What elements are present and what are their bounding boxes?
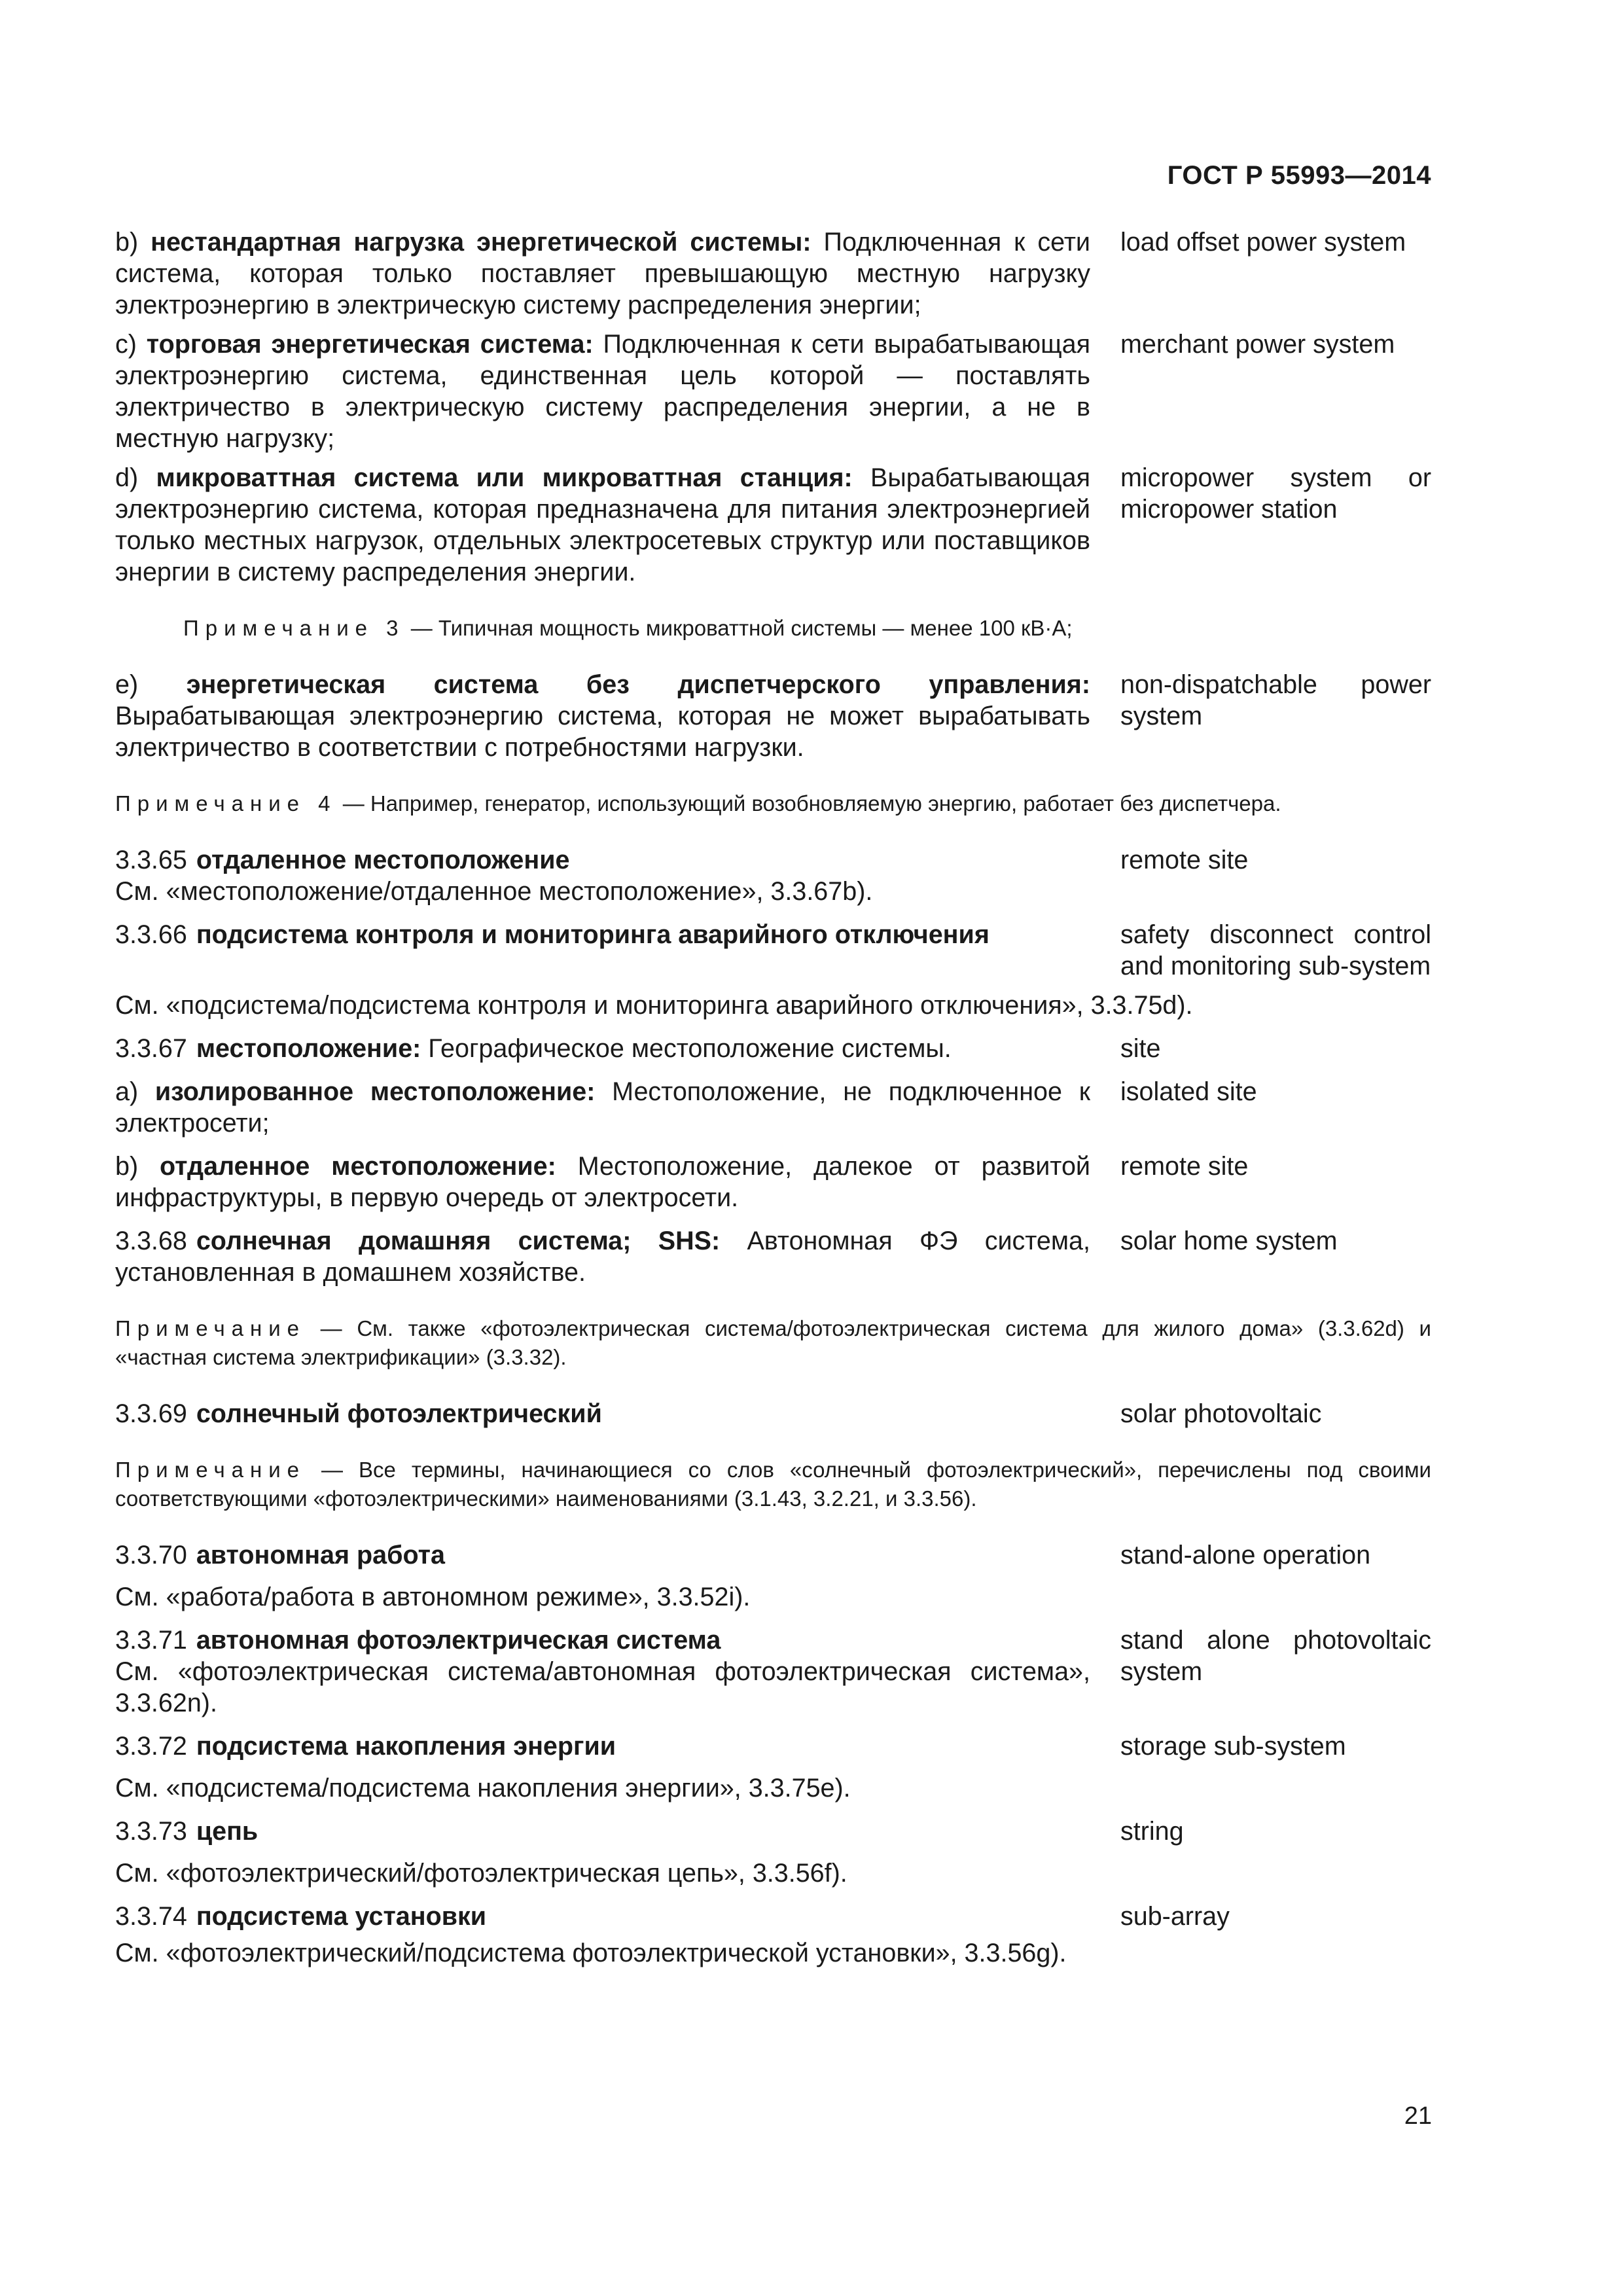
note — [115, 789, 1431, 818]
term-bold: подсистема накопления энергии — [196, 1732, 616, 1761]
item-letter: b) — [115, 1152, 139, 1181]
note — [115, 614, 1431, 643]
item-letter: a) — [115, 1077, 139, 1106]
page-number: 21 — [1404, 2102, 1432, 2130]
term-row — [115, 1539, 1431, 1571]
definition-text: Местоположение, не подключенное к электросети; — [115, 1077, 1090, 1138]
term-row — [115, 1398, 1431, 1429]
definition-ru — [115, 226, 1090, 321]
term-number: 3.3.71 — [115, 1626, 187, 1655]
definition-ru — [115, 462, 1090, 588]
definition-text: Вырабатывающая электроэнергию система, которая не может вырабатывать электричество в соответствии с потребностями нагрузки. — [115, 702, 1090, 762]
definition-row — [115, 1151, 1431, 1213]
term-number: 3.3.67 — [115, 1034, 187, 1063]
term-row — [115, 1225, 1431, 1288]
term-bold: энергетическая система без диспетчерского управления: — [186, 670, 1090, 699]
item-letter: e) — [115, 670, 139, 699]
term-bold: автономная фотоэлектрическая система — [196, 1626, 721, 1655]
term-en: micropower system or micropower station — [1120, 463, 1431, 524]
definition-row — [115, 1076, 1431, 1139]
term-en: safety disconnect control and monitoring sub-system — [1120, 920, 1431, 980]
term-bold: автономная работа — [196, 1541, 445, 1570]
term-row — [115, 1816, 1431, 1847]
term-en: remote site — [1120, 846, 1249, 874]
item-letter: d) — [115, 463, 139, 492]
see-reference: См. «подсистема/подсистема накопления энергии», 3.3.75e). — [115, 1774, 851, 1803]
term-bold: подсистема установки — [196, 1902, 487, 1931]
term-ru — [115, 1539, 1090, 1571]
term-ru — [115, 919, 1090, 950]
definition-text: Вырабатывающая электроэнергию система, которая предназначена для питания электроэнергией только местных нагрузок, отдельных электросетевых структур или поставщиков энергии в систему распределения энергии. — [115, 463, 1090, 586]
definition-ru — [115, 329, 1090, 454]
term-bold: цепь — [196, 1817, 259, 1846]
note-text: — Все термины, начинающиеся со слов «солнечный фотоэлектрический», перечислены под своими соответствующими «фотоэлектрическими» наименованиями (3.1.43, 3.2.21, и 3.3.56). — [115, 1458, 1431, 1511]
standard-header: ГОСТ Р 55993—2014 — [1167, 161, 1431, 190]
definition-text: Местоположение, далекое от развитой инфраструктуры, в первую очередь от электросети. — [115, 1152, 1090, 1212]
term-en: sub-array — [1120, 1902, 1230, 1931]
definition-ru — [115, 1076, 1090, 1139]
term-bold: нестандартная нагрузка энергетической системы: — [151, 228, 812, 257]
note-text: — Типичная мощность микроваттной системы — менее 100 кВ·А; — [404, 616, 1073, 640]
term-bold: подсистема контроля и мониторинга аварийного отключения — [196, 920, 990, 949]
see-reference: См. «фотоэлектрическая система/автономная фотоэлектрическая система», 3.3.62n). — [115, 1657, 1090, 1717]
term-en: solar photovoltaic — [1120, 1399, 1322, 1428]
term-en: isolated site — [1120, 1077, 1257, 1106]
see-reference: См. «фотоэлектрический/подсистема фотоэлектрической установки», 3.3.56g). — [115, 1939, 1067, 1967]
term-ru — [115, 1033, 1090, 1064]
item-letter: b) — [115, 228, 139, 257]
term-bold: отдаленное местоположение — [196, 846, 570, 874]
term-row — [115, 1731, 1431, 1762]
definition-text: Географическое местоположение системы. — [428, 1034, 952, 1063]
term-ru — [115, 1398, 1090, 1429]
item-letter: c) — [115, 330, 137, 359]
term-number: 3.3.68 — [115, 1227, 187, 1255]
note — [115, 1456, 1431, 1513]
term-ru — [115, 1731, 1090, 1762]
term-number: 3.3.74 — [115, 1902, 187, 1931]
term-bold: изолированное местоположение: — [154, 1077, 596, 1106]
term-number: 3.3.70 — [115, 1541, 187, 1570]
term-row — [115, 1624, 1431, 1719]
definition-row — [115, 462, 1431, 588]
see-reference: См. «подсистема/подсистема контроля и мониторинга аварийного отключения», 3.3.75d). — [115, 991, 1193, 1020]
term-ru — [115, 844, 1090, 876]
definition-text: Подключенная к сети система, которая только поставляет превышающую местную нагрузку электроэнергию в электрическую систему распределения энергии; — [115, 228, 1090, 319]
definition-text: Подключенная к сети вырабатывающая электроэнергию система, единственная цель которой — поставлять электричество в электрическую систему распределения энергии, а не в местную нагрузку; — [115, 330, 1090, 453]
term-bold: местоположение: — [196, 1034, 421, 1063]
term-row — [115, 919, 1431, 982]
term-row — [115, 844, 1431, 876]
note-label: Примечание — [115, 1458, 306, 1482]
term-ru — [115, 1624, 1090, 1719]
term-row — [115, 1901, 1431, 1932]
note — [115, 1314, 1431, 1372]
note-label: Примечание 4 — [115, 791, 337, 816]
term-number: 3.3.72 — [115, 1732, 187, 1761]
definition-ru — [115, 669, 1090, 763]
term-bold: солнечный фотоэлектрический — [196, 1399, 602, 1428]
term-en: stand alone photovoltaic system — [1120, 1626, 1431, 1686]
term-number: 3.3.73 — [115, 1817, 187, 1846]
term-ru — [115, 1901, 1090, 1932]
term-en: storage sub-system — [1120, 1732, 1346, 1761]
definition-row — [115, 669, 1431, 763]
term-en: solar home system — [1120, 1227, 1338, 1255]
term-en: stand-alone operation — [1120, 1541, 1371, 1570]
term-bold: торговая энергетическая система: — [146, 330, 594, 359]
term-ru — [115, 1225, 1090, 1288]
term-row — [115, 1033, 1431, 1064]
term-en: string — [1120, 1817, 1184, 1846]
term-bold: отдаленное местоположение: — [160, 1152, 556, 1181]
term-number: 3.3.66 — [115, 920, 187, 949]
see-reference: См. «работа/работа в автономном режиме», 3.3.52i). — [115, 1583, 751, 1611]
note-text: — Например, генератор, использующий возобновляемую энергию, работает без диспетчера. — [336, 791, 1281, 816]
definition-row — [115, 226, 1431, 321]
term-en: load offset power system — [1120, 228, 1406, 257]
term-en: merchant power system — [1120, 330, 1395, 359]
see-reference: См. «местоположение/отдаленное местоположение», 3.3.67b). — [115, 877, 873, 906]
definition-row — [115, 329, 1431, 454]
term-bold: солнечная домашняя система; SHS: — [196, 1227, 721, 1255]
note-label: Примечание — [115, 1316, 306, 1340]
definition-text: Автономная ФЭ система, установленная в домашнем хозяйстве. — [115, 1227, 1090, 1287]
note-text: — См. также «фотоэлектрическая система/фотоэлектрическая система для жилого дома» (3.3.62d) и «частная система электрификации» (3.3.32). — [115, 1316, 1431, 1369]
note-label: Примечание 3 — [183, 616, 405, 640]
definition-ru — [115, 1151, 1090, 1213]
term-number: 3.3.65 — [115, 846, 187, 874]
term-bold: микроваттная система или микроваттная станция: — [156, 463, 853, 492]
document-body — [115, 226, 1431, 1969]
term-en: non-dispatchable power system — [1120, 670, 1431, 730]
term-number: 3.3.69 — [115, 1399, 187, 1428]
see-reference: См. «фотоэлектрический/фотоэлектрическая цепь», 3.3.56f). — [115, 1859, 847, 1888]
term-ru — [115, 1816, 1090, 1847]
term-en: remote site — [1120, 1152, 1249, 1181]
term-en: site — [1120, 1034, 1161, 1063]
